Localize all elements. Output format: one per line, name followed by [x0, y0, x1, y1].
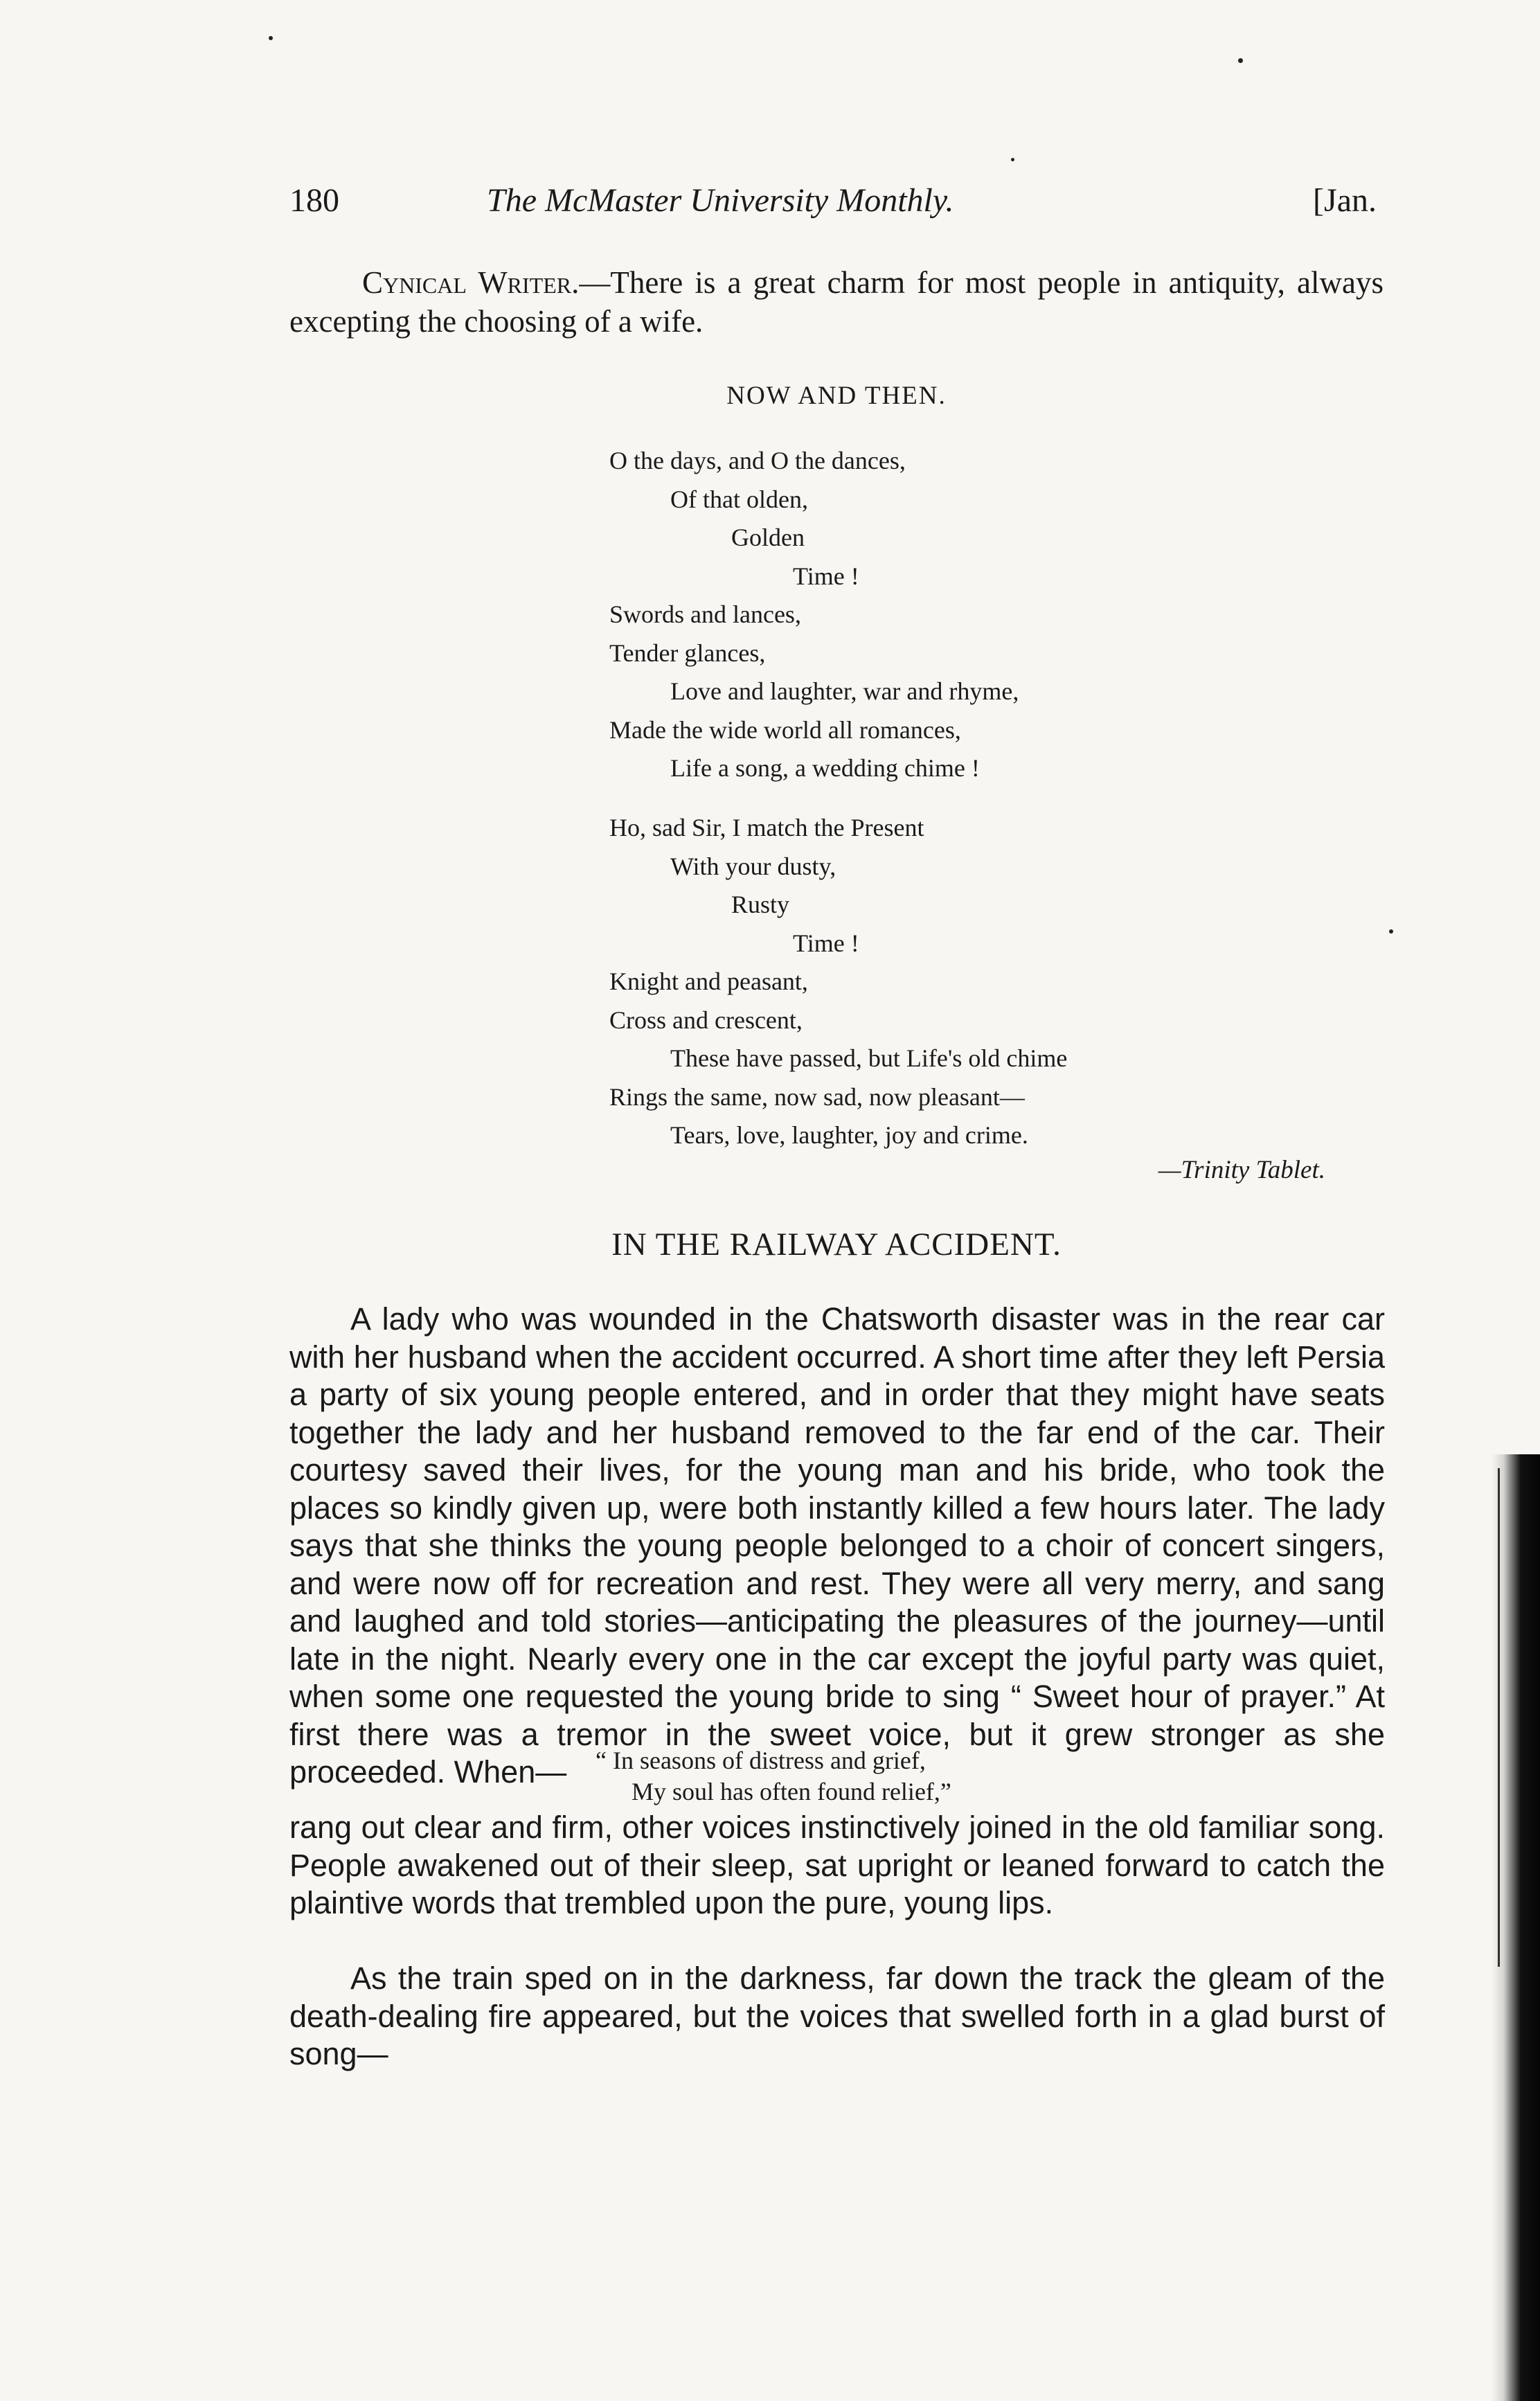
- article-paragraph-3: As the train sped on in the darkness, far down the track the gleam of the death-dealing fire appeared, but the voices that swelled forth in a glad burst of song—: [289, 1961, 1385, 2071]
- page-edge-shadow: [1492, 1454, 1540, 2401]
- paper-speck: [1011, 158, 1014, 161]
- running-head: [289, 181, 1377, 230]
- page-number: 180: [289, 182, 339, 219]
- poem-line: Cross and crescent,: [609, 1006, 803, 1034]
- poem-stanza-1: [609, 442, 1371, 788]
- poem-line: Tears, love, laughter, joy and crime.: [670, 1121, 1028, 1149]
- article-paragraph-2: rang out clear and firm, other voices instinctively joined in the old familiar song. People awakened out of their sleep, sat upright or leaned forward to catch the plaintive words that trembled upon the pure, young lips.: [289, 1810, 1385, 1920]
- paper-speck: [1238, 58, 1243, 63]
- poem-line: These have passed, but Life's old chime: [670, 1044, 1068, 1072]
- hymn-quote: [596, 1745, 951, 1808]
- opening-paragraph: [289, 263, 1384, 341]
- journal-title: The McMaster University Monthly.: [487, 182, 954, 219]
- poem-line: Swords and lances,: [609, 600, 801, 628]
- poem-attribution: —Trinity Tablet.: [1158, 1156, 1325, 1184]
- poem-line: Rusty: [731, 891, 790, 918]
- poem-line: Life a song, a wedding chime !: [670, 754, 980, 782]
- opening-smallcaps: Cynical Writer.: [362, 265, 580, 300]
- month-label: [Jan.: [1313, 182, 1377, 219]
- quote-line: “ In seasons of distress and grief,: [596, 1747, 926, 1774]
- paper-speck: [1389, 929, 1393, 934]
- opening-text: —There is a great charm for most people in antiquity, always excepting the choosing of a wife.: [289, 265, 1384, 339]
- article-title: IN THE RAILWAY ACCIDENT.: [611, 1226, 1062, 1262]
- quote-line: My soul has often found relief,”: [632, 1778, 951, 1805]
- poem-line: Ho, sad Sir, I match the Present: [609, 814, 924, 841]
- poem-line: With your dusty,: [670, 852, 836, 880]
- article-paragraph-1: A lady who was wounded in the Chatsworth disaster was in the rear car with her husband when the accident occurred. A short time after they left Persia a party of six young people entered, and in order that they might have seats together the lady and her husband removed to the far end of the car. Their courtesy saved their lives, for the young man and his bride, who took the places so kindly given up, were both instantly killed a few hours later. The lady says that she thinks the young people belonged to a choir of concert singers, and were now off for recreation and rest. They were all very merry, and sang and laughed and told stories—anticipating the pleasures of the journey—until late in the night. Nearly every one in the car except the joyful party was quiet, when some one requested the young bride to sing “ Sweet hour of prayer.” At first there was a tremor in the sweet voice, but it grew stronger as she proceeded. When—: [289, 1301, 1385, 1789]
- poem-line: Time !: [793, 929, 859, 957]
- poem-title: NOW AND THEN.: [726, 382, 947, 410]
- poem-line: Love and laughter, war and rhyme,: [670, 677, 1019, 705]
- poem-line: Knight and peasant,: [609, 967, 808, 995]
- paper-speck: [269, 36, 273, 40]
- poem-stanza-2: [609, 809, 1371, 1155]
- poem-line: Of that olden,: [670, 485, 808, 513]
- poem-line: O the days, and O the dances,: [609, 447, 906, 474]
- poem-line: Tender glances,: [609, 639, 766, 667]
- poem-line: Golden: [731, 524, 805, 551]
- poem-line: Rings the same, now sad, now pleasant—: [609, 1082, 1025, 1111]
- poem-line: Made the wide world all romances,: [609, 715, 961, 744]
- poem-line: Time !: [793, 562, 859, 590]
